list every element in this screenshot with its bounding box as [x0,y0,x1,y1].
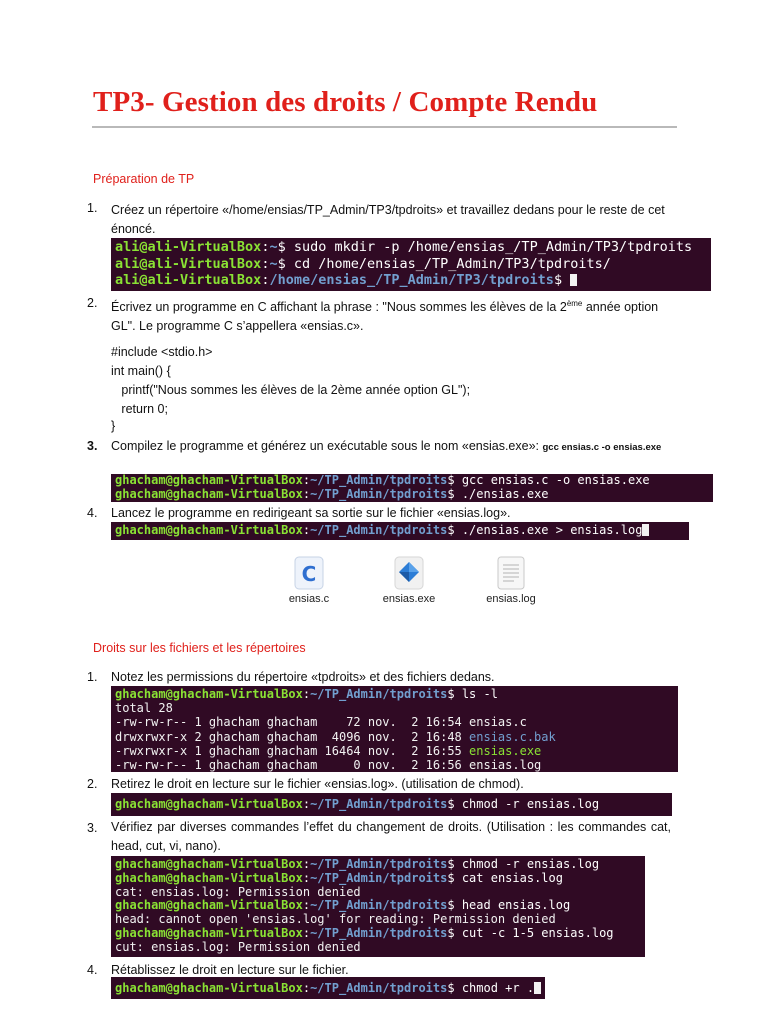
terminal-dollar: $ [447,797,455,811]
terminal-cursor [534,982,541,994]
terminal-screenshot-redirect [111,522,689,540]
terminal-line [115,522,689,539]
terminal-dollar: $ [447,687,455,701]
terminal-path: ~/TP_Admin/tpdroits [310,857,448,871]
terminal-line [115,272,711,289]
instruction-text-part: Compilez le programme et générez un exécutable sous le nom «ensias.exe»: [111,439,543,453]
terminal-dollar: $ [447,870,455,885]
terminal-separator: : [302,981,311,995]
terminal-prompt: ghacham@ghacham-VirtualBox [115,687,303,701]
terminal-command: gcc ensias.c -o ensias.exe [454,474,650,487]
terminal-dollar: $ [447,981,455,995]
terminal-line [115,858,645,872]
code-line: } [111,419,116,433]
c-source-icon [294,556,324,590]
terminal-command: cat ensias.log [454,870,563,885]
terminal-dollar: $ [447,474,455,487]
list-number: 1. [87,201,98,215]
ls-row [115,758,678,772]
file-item [374,556,444,605]
file-item [274,556,344,605]
file-name: ensias.exe [382,593,436,605]
terminal-dollar: $ [447,523,455,537]
ls-filename: ensias.c.bak [469,729,556,744]
terminal-separator: : [302,687,311,701]
terminal-separator: : [302,870,311,885]
terminal-separator: : [302,797,311,811]
terminal-output: cat: ensias.log: Permission denied [115,884,361,899]
terminal-dollar: $ [447,857,455,871]
ls-permissions: -rw-rw-r-- 1 ghacham ghacham 72 nov. 2 16:54 [115,715,470,730]
terminal-prompt: ali@ali-VirtualBox [115,239,262,255]
terminal-command: ./ensias.exe > ensias.log [454,523,643,537]
terminal-command: chmod -r ensias.log [454,797,600,811]
list-number: 1. [87,670,98,684]
page-title: TP3- Gestion des droits / Compte Rendu [93,86,598,118]
terminal-path: ~/TP_Admin/tpdroits [310,870,448,885]
terminal-path: ~ [269,255,278,272]
terminal-path: ~/TP_Admin/tpdroits [310,797,448,811]
instruction-text-part: année option GL". Le programme C s’appellera «ensias.c». [111,300,659,334]
instruction-text: Vérifiez par diverses commandes l’effet du changement de droits. (Utilisation : les commandes cat, head, cut, vi, nano). [111,820,671,853]
ls-row [115,744,678,758]
terminal-screenshot-chmod [111,793,672,816]
terminal-command: sudo mkdir -p /home/ensias_/TP_Admin/TP3/tpdroits [285,239,693,255]
terminal-cursor [570,274,577,286]
ls-filename: ensias.log [469,758,542,772]
svg-text:C: C [301,562,317,586]
terminal-output: cut: ensias.log: Permission denied [115,939,361,954]
terminal-dollar: $ [277,255,286,272]
terminal-prompt: ghacham@ghacham-VirtualBox [115,981,303,995]
terminal-screenshot-gcc [111,474,713,502]
file-icons-row [280,556,560,606]
instruction-text [111,294,676,336]
terminal-dollar: $ [277,239,286,255]
terminal-prompt: ghacham@ghacham-VirtualBox [115,486,303,501]
terminal-separator: : [302,523,311,537]
terminal-screenshot-permission-tests [111,856,645,957]
list-number: 2. [87,296,98,310]
terminal-prompt: ali@ali-VirtualBox [115,272,262,288]
list-number: 3. [87,821,98,835]
ls-permissions: -rwxrwxr-x 1 ghacham ghacham 16464 nov. 2 16:55 [115,743,470,758]
terminal-prompt: ghacham@ghacham-VirtualBox [115,474,303,487]
terminal-separator: : [261,239,270,255]
terminal-line [115,981,545,995]
command-inline: gcc ensias.c -o ensias.exe [542,442,662,453]
terminal-path: ~/TP_Admin/tpdroits [310,687,448,701]
code-line: return 0; [111,402,168,416]
ls-filename: ensias.c [469,715,527,730]
terminal-path: ~/TP_Admin/tpdroits [310,474,448,487]
file-name: ensias.c [288,593,330,605]
instruction-text: Rétablissez le droit en lecture sur le fichier. [111,963,349,977]
list-number: 4. [87,963,98,977]
terminal-line [115,872,645,886]
list-number: 2. [87,777,98,791]
terminal-command: cd /home/ensias_/TP_Admin/TP3/tpdroits/ [285,255,611,272]
terminal-separator: : [302,925,311,940]
text-file-icon [496,556,526,590]
file-item [476,556,546,605]
ls-permissions: drwxrwxr-x 2 ghacham ghacham 4096 nov. 2 16:48 [115,729,470,744]
terminal-dollar: $ [447,925,455,940]
instruction-text [111,437,676,457]
terminal-prompt: ghacham@ghacham-VirtualBox [115,870,303,885]
ls-permissions: -rw-rw-r-- 1 ghacham ghacham 0 nov. 2 16:56 [115,758,470,772]
terminal-prompt: ghacham@ghacham-VirtualBox [115,857,303,871]
code-line: printf("Nous sommes les élèves de la 2ème année option GL"); [111,383,471,397]
terminal-line [115,256,711,273]
file-name: ensias.log [486,593,536,605]
code-line: #include <stdio.h> [111,345,213,359]
terminal-output: head: cannot open 'ensias.log' for reading: Permission denied [115,912,556,927]
instruction-text: Retirez le droit en lecture sur le fichier «ensias.log». (utilisation de chmod). [111,777,524,791]
terminal-prompt: ghacham@ghacham-VirtualBox [115,898,303,913]
executable-icon [394,556,424,590]
list-number: 3. [87,439,98,453]
terminal-line [115,239,711,256]
terminal-output: total 28 [115,701,173,716]
terminal-prompt: ghacham@ghacham-VirtualBox [115,523,303,537]
terminal-line [115,797,672,811]
terminal-path: ~/TP_Admin/tpdroits [310,925,448,940]
terminal-path: ~/TP_Admin/tpdroits [310,523,448,537]
terminal-prompt: ghacham@ghacham-VirtualBox [115,925,303,940]
terminal-separator: : [261,255,270,272]
terminal-command: head ensias.log [454,898,571,913]
terminal-separator: : [302,486,311,501]
terminal-prompt: ghacham@ghacham-VirtualBox [115,797,303,811]
terminal-screenshot-ls [111,686,678,772]
terminal-path: /home/ensias_/TP_Admin/TP3/tpdroits [269,272,554,288]
terminal-separator: : [302,898,311,913]
terminal-dollar: $ [553,272,563,288]
terminal-prompt: ali@ali-VirtualBox [115,255,262,272]
terminal-line [115,488,713,502]
instruction-text-part: Écrivez un programme en C affichant la phrase : "Nous sommes les élèves de la 2 [111,300,567,315]
list-number: 4. [87,506,98,520]
terminal-path: ~ [269,239,278,255]
terminal-line [115,927,645,941]
terminal-separator: : [302,857,311,871]
terminal-path: ~/TP_Admin/tpdroits [310,898,448,913]
terminal-line [115,474,713,488]
instruction-text: Notez les permissions du répertoire «tpdroits» et des fichiers dedans. [111,670,495,684]
terminal-command: chmod +r . [454,981,535,995]
terminal-command [562,272,570,288]
terminal-screenshot-mkdir [111,238,711,291]
terminal-screenshot-chmod-plus-r [111,977,545,999]
section-heading-preparation: Préparation de TP [93,172,195,186]
terminal-dollar: $ [447,898,455,913]
terminal-cursor [642,524,649,536]
title-underline [92,126,677,128]
section-heading-droits: Droits sur les fichiers et les répertoires [93,641,306,655]
code-line: int main() { [111,364,171,378]
terminal-path: ~/TP_Admin/tpdroits [310,486,448,501]
ls-filename: ensias.exe [469,743,542,758]
terminal-line [115,687,678,701]
ls-row [115,730,678,744]
terminal-separator: : [261,272,270,288]
superscript: ème [566,299,583,308]
terminal-line [115,899,645,913]
terminal-dollar: $ [447,486,455,501]
ls-row [115,715,678,729]
terminal-command: ./ensias.exe [454,486,549,501]
terminal-command: ls -l [454,687,498,701]
terminal-command: cut -c 1-5 ensias.log [454,925,614,940]
terminal-command: chmod -r ensias.log [454,857,600,871]
terminal-path: ~/TP_Admin/tpdroits [310,981,448,995]
instruction-text: Créez un répertoire «/home/ensias/TP_Admin/TP3/tpdroits» et travaillez dedans pour le reste de cet énoncé. [111,203,665,236]
instruction-text: Lancez le programme en redirigeant sa sortie sur le fichier «ensias.log». [111,506,511,520]
terminal-separator: : [302,474,311,487]
